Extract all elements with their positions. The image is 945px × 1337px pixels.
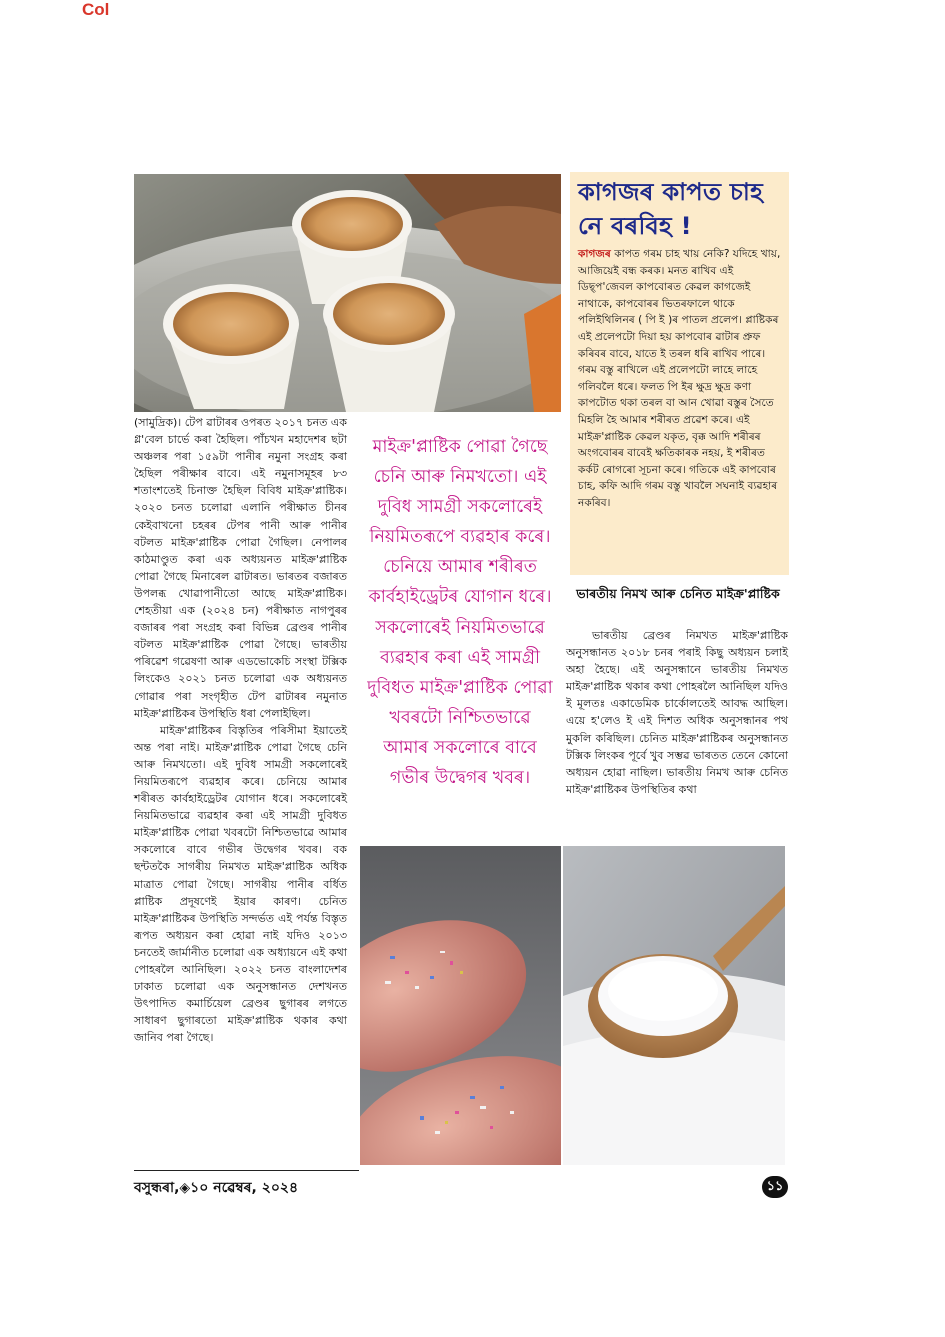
- box-title: কাগজৰ কাপত চাহ নে বৰবিহ !: [578, 178, 764, 240]
- right-article-column: [566, 627, 788, 798]
- left-paragraph-1: (সামুদ্ৰিক)। টেপ ৱাটাৰৰ ওপৰত ২০১৭ চনত এক গ্ল'বেল চাৰ্ভে কৰা হৈছিল। পাঁচখন মহাদেশৰ ছটা অঞ্চলৰ পৰা ১৫৯টা পানীৰ নমুনা সংগ্ৰহ কৰা হৈছিল পৰীক্ষাৰ বাবে। এই নমুনাসমূহৰ ৮৩ শতাংশতেই চিনাক্ত হৈছিল বিবিধ মাইক্ৰ'প্লাষ্টিক। ২০২০ চনত চলোৱা এলানি পৰীক্ষাত চীনৰ কেইবাখনো চহৰৰ টেপৰ পানী আৰু পানীৰ বটলত মাইক্ৰ'প্লাষ্টিক পোৱা গৈছিল। নেপালৰ কাঠমাণ্ডুত কৰা এক অধ্যয়নত মাইক্ৰ'প্লাষ্টিক পোৱা গৈছে মিনাৰেল ৱাটাৰত। ভাৰতৰ বজাৰত উপলব্ধ খোৱাপানীতো আছে মাইক্ৰ'প্লাষ্টিক। শেহতীয়া এক (২০২৪ চন) পৰীক্ষাত নাগপুৰৰ বজাৰৰ পৰা সংগ্ৰহ কৰা বিভিন্ন ব্ৰেণ্ডৰ পানীৰ বটলত মাইক্ৰ'প্লাষ্টিক পোৱা গৈছে। ভাৰতীয় পৰিৱেশ গৱেষণা আৰু এডভোকেচি সংস্থা টক্সিক লিংকেও ২০২১ চনত চলোৱা এক অধ্যয়নত গোৱাৰ পৰা সংগৃহীত টেপ ৱাটাৰৰ নমুনাত মাইক্ৰ'প্লাষ্টিকৰ উপস্থিতি ধৰা পেলাইছিল।: [134, 416, 347, 720]
- box-body-text: কাপত গৰম চাহ খায় নেকি? যদিহে খায়, আজিয়েই বন্ধ কৰক। মনত ৰাখিব এই ডিছ্প'জেবল কাপবোৰত কেৱল কাগজেই নাথাকে, কাপবোৰৰ ভিতৰফালে থাকে পলিইথিলিনৰ ( পি ই )ৰ পাতল প্ৰলেপ। প্লাষ্টিকৰ এই প্ৰলেপটো দিয়া হয় কাপবোৰ ৱাটাৰ প্ৰুফ কৰিবৰ বাবে, যাতে ই তৰল ধৰি ৰাখিব পাৰে। গৰম বস্তু ৰাখিলে এই প্ৰলেপটো লাহে লাহে গলিবলৈ ধৰে। ফলত পি ইৰ ক্ষুদ্ৰ ক্ষুদ্ৰ কণা কাপটোত থকা তৰল বা আন খোৱা বস্তুৰ সৈতে মিহলি হৈ আমাৰ শৰীৰত প্ৰৱেশ কৰে। এই মাইক্ৰ'প্লাষ্টিক কেৱল যকৃত, বৃক্ক আদি শৰীৰৰ অংগবোৰৰ বাবেই ক্ষতিকাৰক নহয়, ই শৰীৰত কৰ্কট ৰোগৰো সূচনা কৰে। গতিকে এই কাপবোৰ চাহ, কফি আদি গৰম বস্তু খাবলৈ সঘনাই ব্যৱহাৰ নকৰিব।: [578, 248, 781, 509]
- footer-rule: [134, 1170, 359, 1171]
- microplastics-fingertip-photo: [360, 846, 561, 1165]
- box-lead-word: কাগজৰ: [578, 248, 611, 260]
- box-body: [578, 246, 783, 512]
- pull-quote: মাইক্ৰ'প্লাষ্টিক পোৱা গৈছে চেনি আৰু নিমখতো। এই দুবিধ সামগ্ৰী সকলোৰেই নিয়মিতৰূপে ব্যৱহাৰ কৰে। চেনিয়ে আমাৰ শৰীৰত কাৰ্বহাইড্ৰেটৰ যোগান ধৰে। সকলোৰেই নিয়মিতভাৱে ব্যৱহাৰ কৰা এই সামগ্ৰী দুবিধত মাইক্ৰ'প্লাষ্টিক পোৱা খবৰটো নিশ্চিতভাৱে আমাৰ সকলোৰে বাবে গভীৰ উদ্বেগৰ খবৰ।: [367, 437, 553, 789]
- salt-spoon-photo: [563, 846, 785, 1165]
- page-number: ১১: [762, 1176, 788, 1198]
- section-heading: ভাৰতীয় নিমখ আৰু চেনিত মাইক্ৰ'প্লাষ্টিক: [576, 586, 780, 601]
- tea-cups-photo: [134, 174, 561, 412]
- right-paragraph: ভাৰতীয় ব্ৰেণ্ডৰ নিমখত মাইক্ৰ'প্লাষ্টিক অনুসন্ধানত ২০১৮ চনৰ পৰাই কিছু অধ্যয়ন চলাই অহা হৈছে। এই অনুসন্ধানে ভাৰতীয় নিমখত মাইক্ৰ'প্লাষ্টিক থকাৰ কথা পোহৰলৈ আনিছিল যদিও ই মূলতঃ একাডেমিক চাৰ্কোলতেই আবদ্ধ আছিল। এয়ে হ'লেও ই এই দিশত অধিক অনুসন্ধানৰ পথ মুকলি কৰিছিল। চেনিত মাইক্ৰ'প্লাষ্টিকৰ অনুসন্ধানত টক্সিক লিংকৰ পূৰ্বে খুব সম্ভৱ ভাৰতত তেনে কোনো অধ্যয়ন হোৱা নাছিল। ভাৰতীয় নিমখ আৰু চেনিত মাইক্ৰ'প্লাষ্টিকৰ উপস্থিতিৰ কথা: [566, 629, 788, 796]
- footer-publication: বসুন্ধৰা,◈১০ নৱেম্বৰ, ২০২৪: [134, 1180, 299, 1196]
- sidebar-box: [570, 172, 789, 575]
- corner-label: Col: [82, 0, 110, 19]
- left-paragraph-2: মাইক্ৰ'প্লাষ্টিকৰ বিস্তৃতিৰ পৰিসীমা ইয়াতেই অন্ত পৰা নাই। মাইক্ৰ'প্লাষ্টিক পোৱা গৈছে চেনি আৰু নিমখতো। এই দুবিধ সামগ্ৰী সকলোৰেই নিয়মিতৰূপে ব্যৱহাৰ কৰে। চেনিয়ে আমাৰ শৰীৰত কাৰ্বহাইড্ৰেটৰ যোগান ধৰে। সকলোৰেই নিয়মিতভাৱে ব্যৱহাৰ কৰা এই সামগ্ৰী দুবিধত মাইক্ৰ'প্লাষ্টিক পোৱা খবৰটো নিশ্চিতভাৱে আমাৰ সকলোৰে বাবে গভীৰ উদ্বেগৰ খবৰ। বক ছন্টতকৈ সাগৰীয় নিমখত মাইক্ৰ'প্লাষ্টিক অধিক মাত্ৰাত পোৱা গৈছে। সাগৰীয় পানীৰ বৰ্ধিত প্লাষ্টিক প্ৰদূষণেই ইয়াৰ কাৰণ। চেনিত মাইক্ৰ'প্লাষ্টিকৰ উপস্থিতি সন্দৰ্ভত এই পৰ্যন্ত বিস্তৃত ৰূপত অধ্যয়ন কৰা হোৱা নাই যদিও ২০১৩ চনতেই জাৰ্মানীত চলোৱা এক অধ্যায়নে এই কথা পোহৰলৈ আনিছিল। ২০২২ চনত বাংলাদেশৰ ঢাকাত চলোৱা এক অনুসন্ধানত দেশখনত উৎপাদিত কমাৰ্চিয়েল ব্ৰেণ্ডৰ ছুগাৰৰ লগতে সাধাৰণ ছুগাৰতো মাইক্ৰ'প্লাষ্টিক থকাৰ কথা জানিব পৰা গৈছে।: [134, 723, 347, 1045]
- left-article-column: [134, 414, 347, 1046]
